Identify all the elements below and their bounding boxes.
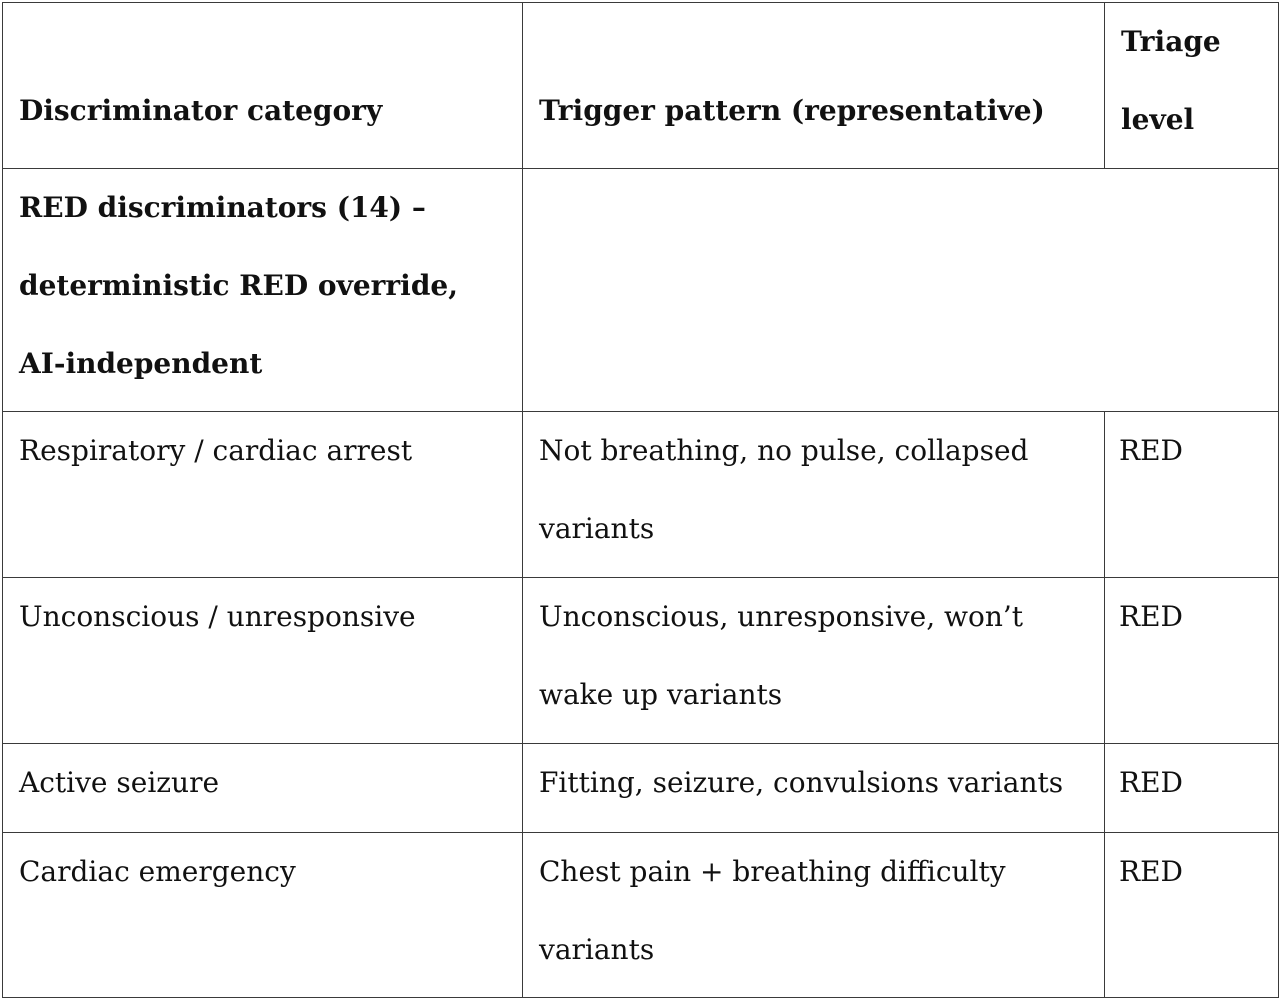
- header-category-label: Discriminator category: [19, 94, 383, 127]
- row-category: Unconscious / unresponsive: [3, 578, 523, 744]
- header-level-label: Triage level: [1121, 25, 1221, 136]
- row-level: RED: [1105, 578, 1279, 744]
- row-trigger: Chest pain + breathing difficulty variants: [523, 833, 1105, 998]
- header-trigger-label: Trigger pattern (representative): [539, 94, 1045, 127]
- header-trigger: [523, 3, 1105, 169]
- row-level: RED: [1105, 833, 1279, 998]
- discriminator-table-container: [2, 2, 1278, 998]
- table-row: [3, 833, 1279, 998]
- row-category: Respiratory / cardiac arrest: [3, 412, 523, 578]
- row-trigger: Fitting, seizure, convulsions variants: [523, 744, 1105, 833]
- table-row: [3, 412, 1279, 578]
- row-level: RED: [1105, 412, 1279, 578]
- table-row: [3, 744, 1279, 833]
- header-category: [3, 3, 523, 169]
- discriminator-table: [2, 2, 1279, 998]
- row-trigger: Not breathing, no pulse, collapsed variants: [523, 412, 1105, 578]
- section-row: [3, 169, 1279, 412]
- table-row: [3, 578, 1279, 744]
- row-level: RED: [1105, 744, 1279, 833]
- section-title: RED discriminators (14) – deterministic RED override, AI-independent: [19, 191, 458, 380]
- row-category: Active seizure: [3, 744, 523, 833]
- row-category: Cardiac emergency: [3, 833, 523, 998]
- section-empty-cell: [523, 169, 1279, 412]
- section-title-cell: [3, 169, 523, 412]
- row-trigger: Unconscious, unresponsive, won’t wake up variants: [523, 578, 1105, 744]
- header-row: [3, 3, 1279, 169]
- header-level: [1105, 3, 1279, 169]
